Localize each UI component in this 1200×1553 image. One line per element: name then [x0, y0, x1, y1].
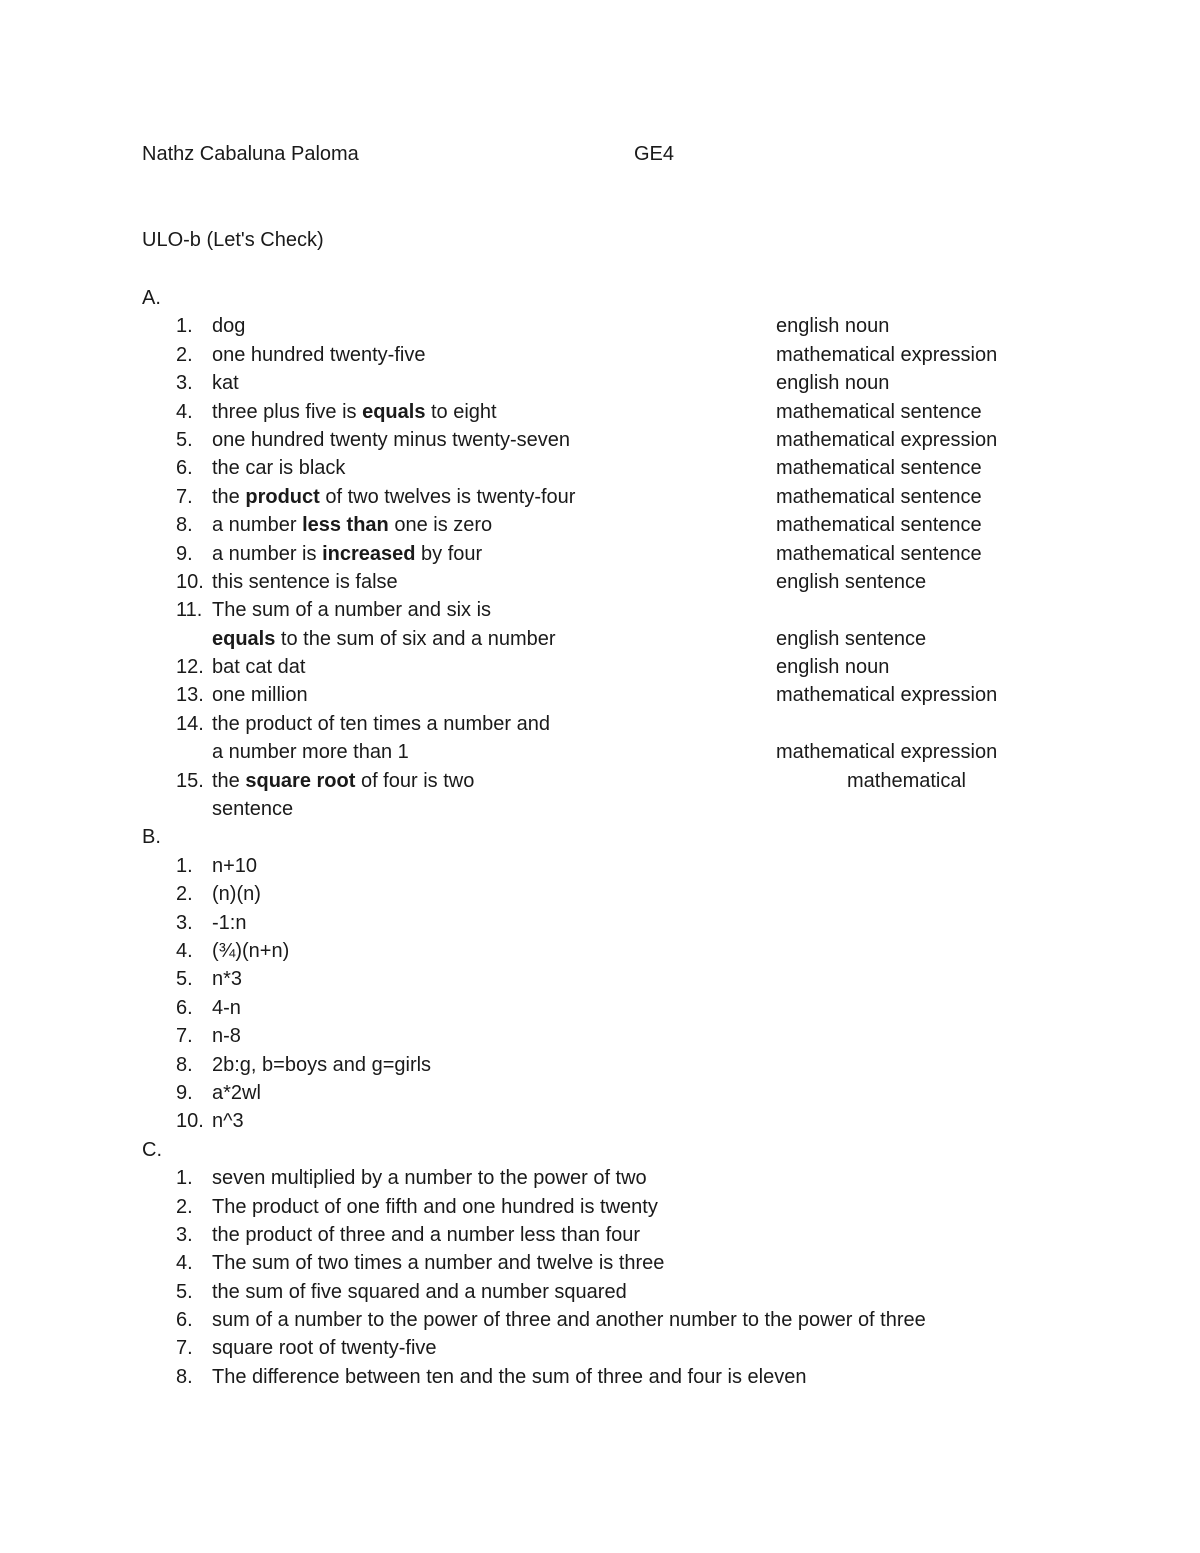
- item-answer: english sentence: [776, 570, 927, 593]
- list-line: [142, 795, 1142, 823]
- list-item: [142, 1221, 1142, 1249]
- list-item: [142, 852, 1142, 880]
- item-text: sum of a number to the power of three and another number to the power of three: [212, 1309, 926, 1332]
- item-answer: english noun: [776, 372, 890, 395]
- item-text: n*3: [212, 968, 243, 991]
- item-text: the square root of four is two: [212, 769, 475, 792]
- item-answer: mathematical expression: [776, 741, 998, 764]
- item-number: 6.: [176, 1309, 193, 1332]
- item-number: 9.: [176, 542, 193, 565]
- bold-term: increased: [322, 542, 416, 565]
- item-text: square root of twenty-five: [212, 1337, 437, 1360]
- item-text: the car is black: [212, 457, 346, 480]
- item-number: 8.: [176, 514, 193, 537]
- item-text: -1:n: [212, 911, 247, 934]
- list-item: [142, 1022, 1142, 1050]
- item-answer: mathematical: [847, 769, 966, 792]
- item-text-continued: equals to the sum of six and a number: [212, 627, 556, 650]
- list-item: [142, 454, 1142, 482]
- item-number: 7.: [176, 1025, 193, 1048]
- item-number: 7.: [176, 1337, 193, 1360]
- list-item: [142, 312, 1142, 340]
- list-item: [142, 1051, 1142, 1079]
- item-text: the sum of five squared and a number squared: [212, 1280, 627, 1303]
- item-text: n^3: [212, 1110, 244, 1133]
- list-line: [142, 284, 1142, 312]
- item-answer-continued: sentence: [212, 798, 294, 821]
- answer-content: [142, 284, 1142, 1391]
- item-text: one hundred twenty minus twenty-seven: [212, 428, 570, 451]
- item-number: 1.: [176, 315, 193, 338]
- section-a-label: A.: [142, 287, 161, 309]
- list-item: [142, 1107, 1142, 1135]
- item-answer: mathematical expression: [776, 428, 998, 451]
- item-answer: english noun: [776, 315, 890, 338]
- item-text-continued: a number more than 1: [212, 741, 409, 764]
- item-number: 3.: [176, 372, 193, 395]
- list-item: [142, 965, 1142, 993]
- item-number: 2.: [176, 883, 193, 906]
- list-line: [142, 625, 1142, 653]
- item-text: (n)(n): [212, 883, 261, 906]
- bold-term: product: [245, 485, 320, 508]
- item-number: 4.: [176, 400, 193, 423]
- section-c-label: C.: [142, 1138, 162, 1161]
- list-item: [142, 1334, 1142, 1362]
- list-item: [142, 426, 1142, 454]
- item-answer: english noun: [776, 656, 890, 679]
- item-text: (¾)(n+n): [212, 939, 290, 962]
- item-text: The sum of two times a number and twelve is three: [212, 1252, 665, 1275]
- item-number: 13.: [176, 684, 204, 707]
- list-item: [142, 880, 1142, 908]
- list-item: [142, 596, 1142, 624]
- item-answer: mathematical expression: [776, 343, 998, 366]
- item-number: 11.: [176, 599, 203, 622]
- list-item: [142, 909, 1142, 937]
- item-text: the product of two twelves is twenty-four: [212, 485, 576, 508]
- page-subtitle: ULO-b (Let's Check): [142, 229, 324, 251]
- item-text: dog: [212, 315, 246, 338]
- list-item: [142, 568, 1142, 596]
- item-text: kat: [212, 372, 239, 395]
- list-item: [142, 369, 1142, 397]
- item-text: 2b:g, b=boys and g=girls: [212, 1053, 432, 1076]
- item-text: n+10: [212, 854, 258, 877]
- item-number: 5.: [176, 428, 193, 451]
- list-item: [142, 341, 1142, 369]
- item-text: the product of three and a number less than four: [212, 1223, 641, 1246]
- list-line: [142, 738, 1142, 766]
- item-number: 7.: [176, 485, 193, 508]
- list-item: [142, 1278, 1142, 1306]
- item-number: 2.: [176, 1195, 193, 1218]
- list-item: [142, 398, 1142, 426]
- item-number: 4.: [176, 939, 193, 962]
- item-text: bat cat dat: [212, 656, 306, 679]
- item-number: 5.: [176, 968, 193, 991]
- list-item: [142, 681, 1142, 709]
- item-number: 6.: [176, 996, 193, 1019]
- list-item: [142, 1079, 1142, 1107]
- list-item: [142, 994, 1142, 1022]
- bold-term: less than: [302, 514, 389, 537]
- item-number: 10.: [176, 1110, 204, 1133]
- item-text: The difference between ten and the sum of three and four is eleven: [212, 1365, 807, 1388]
- item-answer: mathematical sentence: [776, 542, 982, 565]
- list-item: [142, 511, 1142, 539]
- list-item: [142, 483, 1142, 511]
- student-name: Nathz Cabaluna Paloma: [142, 143, 359, 165]
- header: [142, 141, 1042, 167]
- item-text: The product of one fifth and one hundred is twenty: [212, 1195, 658, 1218]
- list-item: [142, 540, 1142, 568]
- list-item: [142, 1193, 1142, 1221]
- item-text: a number is increased by four: [212, 542, 483, 565]
- item-text: seven multiplied by a number to the power of two: [212, 1167, 647, 1190]
- item-text: The sum of a number and six is: [212, 599, 492, 622]
- item-number: 3.: [176, 911, 193, 934]
- bold-term: square root: [245, 769, 356, 792]
- bold-term: equals: [362, 400, 426, 423]
- list-item: [142, 767, 1142, 795]
- list-item: [142, 1249, 1142, 1277]
- list-item: [142, 937, 1142, 965]
- item-answer: mathematical sentence: [776, 485, 982, 508]
- item-number: 8.: [176, 1053, 193, 1076]
- item-number: 5.: [176, 1280, 193, 1303]
- item-number: 2.: [176, 343, 193, 366]
- item-answer: mathematical expression: [776, 684, 998, 707]
- item-number: 3.: [176, 1223, 193, 1246]
- item-text: this sentence is false: [212, 570, 398, 593]
- bold-term: equals: [212, 627, 276, 650]
- list-line: [142, 1136, 1142, 1164]
- list-item: [142, 1363, 1142, 1391]
- item-text: the product of ten times a number and: [212, 712, 550, 735]
- section-b-label: B.: [142, 826, 161, 849]
- item-number: 14.: [176, 712, 204, 735]
- list-item: [142, 653, 1142, 681]
- item-answer: english sentence: [776, 627, 927, 650]
- list-item: [142, 710, 1142, 738]
- item-answer: mathematical sentence: [776, 457, 982, 480]
- list-line: [142, 823, 1142, 851]
- list-item: [142, 1164, 1142, 1192]
- item-text: a number less than one is zero: [212, 514, 493, 537]
- item-answer: mathematical sentence: [776, 514, 982, 537]
- item-number: 1.: [176, 1167, 193, 1190]
- item-answer: mathematical sentence: [776, 400, 982, 423]
- item-number: 9.: [176, 1081, 193, 1104]
- course-code: GE4: [634, 143, 675, 165]
- item-number: 15.: [176, 769, 204, 792]
- item-number: 8.: [176, 1365, 193, 1388]
- list-item: [142, 1306, 1142, 1334]
- item-text: a*2wl: [212, 1081, 261, 1104]
- item-text: one hundred twenty-five: [212, 343, 426, 366]
- item-text: 4-n: [212, 996, 241, 1019]
- item-number: 6.: [176, 457, 193, 480]
- item-number: 1.: [176, 854, 193, 877]
- item-text: one million: [212, 684, 308, 707]
- item-text: n-8: [212, 1025, 241, 1048]
- item-number: 10.: [176, 570, 204, 593]
- item-number: 12.: [176, 656, 204, 679]
- item-text: three plus five is equals to eight: [212, 400, 497, 423]
- item-number: 4.: [176, 1252, 193, 1275]
